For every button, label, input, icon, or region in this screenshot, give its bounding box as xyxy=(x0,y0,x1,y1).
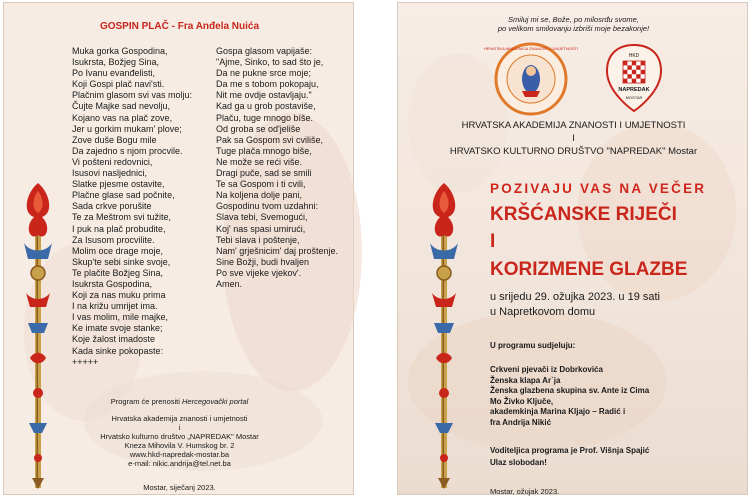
poem-line: Čujte Majke sad nevolju, xyxy=(72,101,171,112)
poem-line: I puk na plač probudite, xyxy=(72,223,166,234)
poem-line: Da zajedno s njom procvile. xyxy=(72,145,183,156)
poem-line: Vi pošteni redovnici, xyxy=(72,156,153,167)
right-page xyxy=(397,2,748,495)
poem-line: Skup'te sebi sinke svoje, xyxy=(72,256,171,267)
poem-line: Slava tebi, Svemogući, xyxy=(216,212,308,223)
entry-note: Ulaz slobodan! xyxy=(490,458,547,467)
poem-line: Plaču, tuge mnogo bíše. xyxy=(216,112,314,123)
poem-line: Te plačite Božjeg Sina, xyxy=(72,267,164,278)
poem-line: Po Ivanu evanđelisti, xyxy=(72,68,156,79)
event-venue: u Napretkovom domu xyxy=(490,306,596,318)
event-title-line-2: I xyxy=(490,231,496,252)
left-page xyxy=(3,2,354,495)
broadcast-text: Program će prenositi xyxy=(110,397,182,406)
svg-text:NAPREDAK: NAPREDAK xyxy=(618,87,650,93)
poem-line: Ne može se reći više. xyxy=(216,156,303,167)
poem-column-2 xyxy=(216,46,338,290)
poem-line: I na križu umrijet ima. xyxy=(72,301,158,312)
organizer-line: HRVATSKA AKADEMIJA ZNANOSTI I UMJETNOSTI xyxy=(461,120,686,131)
broadcast-note xyxy=(4,397,355,406)
left-date: Mostar, siječanj 2023. xyxy=(143,483,216,492)
participant: Mo Živko Ključe, xyxy=(490,396,554,406)
invite-heading: POZIVAJU VAS NA VEČER xyxy=(490,181,707,196)
moderator-block xyxy=(490,445,649,469)
svg-text:HKD: HKD xyxy=(628,53,640,59)
napredak-seal-icon xyxy=(603,43,665,113)
poem-line: Na koljena dolje pani, xyxy=(216,190,303,201)
poem-line: Da ne pukne srce moje; xyxy=(216,68,312,79)
poem-line: Molim oce drage moje, xyxy=(72,245,164,256)
prayer-quote xyxy=(398,15,749,33)
poem-line: Sada crkve porušite xyxy=(72,201,152,212)
poem-line: Kada sinke pokopaste: xyxy=(72,345,164,356)
poem-title: GOSPIN PLAČ - Fra Anđela Nuića xyxy=(99,21,260,32)
event-title-line-3: KORIZMENE GLAZBE xyxy=(490,259,688,280)
poem-line: Isukrsta, Božjeg Sina, xyxy=(72,57,160,68)
poem-line: I vas molim, mile majke, xyxy=(72,312,169,323)
poem-line: Od groba se od'jeliše xyxy=(216,123,301,134)
participants-list xyxy=(490,365,649,428)
poem-line: Koji Gospi plač navi'sti. xyxy=(72,79,165,90)
svg-text:MOSTAR: MOSTAR xyxy=(625,95,643,100)
poem-line: Ke imate svoje stanke; xyxy=(72,323,163,334)
poem-line: Slatke pjesme ostavite, xyxy=(72,179,165,190)
hazu-seal-icon xyxy=(483,41,579,117)
poem-line: Kojano vas na plač zove, xyxy=(72,112,173,123)
poem-line: Plačne glase sad počnite, xyxy=(72,190,175,201)
poem-line: Za Isusom procvilite. xyxy=(72,234,155,245)
poem-line: Tebi slava i poštenje, xyxy=(216,234,300,245)
right-date: Mostar, ožujak 2023. xyxy=(490,487,560,496)
poem-line: Muka gorka Gospodina, xyxy=(72,46,168,56)
participant: fra Andrija Nikić xyxy=(490,417,552,427)
poem-line: Tuge plača mnogo biše, xyxy=(216,145,312,156)
poem-line: Kad ga u grob postaviše, xyxy=(216,101,316,112)
broadcast-portal: Hercegovački portal xyxy=(182,397,249,406)
poem-line: Amen. xyxy=(216,278,243,289)
contact-line: Kneza Mihovila V. Humskog br. 2 xyxy=(124,441,235,450)
svg-text:HRVATSKA AKADEMIJA ZNANOSTI I: HRVATSKA AKADEMIJA ZNANOSTI I UMJETNOSTI xyxy=(483,46,579,51)
poem-line: "Ajme, Sinko, to sad što je, xyxy=(216,57,324,68)
participant: Crkveni pjevači iz Dobrkovića xyxy=(490,365,603,374)
poem-line: Da me s tobom pokopaju, xyxy=(216,79,319,90)
poem-line: Gospa glasom vapijaše: xyxy=(216,46,313,56)
poem-line: Plačnim glasom svi vas molju: xyxy=(72,90,193,101)
poem-line: Sine Božji, budi hvaljen xyxy=(216,256,310,267)
poem-line: Isusovi nasljednici, xyxy=(72,168,148,179)
participant: akademkinja Marina Kljajo – Radić i xyxy=(490,407,626,416)
event-title-line-1: KRŠĆANSKE RIJEČI xyxy=(490,204,677,225)
poem-line: Jer u gorkim mukam' plove; xyxy=(72,123,182,134)
poem-line: Po sve vijeke vjekov'. xyxy=(216,267,302,278)
poem-line: Koje žalost imadoste xyxy=(72,334,156,345)
organizers xyxy=(398,119,749,158)
poem-line: Nit me ovdje ostavljaju." xyxy=(216,90,312,101)
organizer-line: HRVATSKO KULTURNO DRUŠTVO "NAPREDAK" Mostar xyxy=(449,146,698,157)
poem-line: Nam' grješnicim' daj proštenje. xyxy=(216,245,338,256)
event-date: u srijedu 29. ožujka 2023. u 19 sati xyxy=(490,291,661,303)
poem-line: Koji za nas muku prima xyxy=(72,290,166,301)
poem-line: Te sa Gospom i ti cvili, xyxy=(216,179,306,190)
participant: Ženska klapa Ar`ja xyxy=(490,375,561,385)
contact-block xyxy=(4,414,355,468)
poem-column-1 xyxy=(72,46,192,368)
contact-line: www.hkd-napredak-mostar.ba xyxy=(129,450,230,459)
poem-line: Isukrsta Gospodina, xyxy=(72,278,153,289)
organizer-line: I xyxy=(572,133,575,144)
poem-line: Pak sa Gospom svi cviliše, xyxy=(216,134,324,145)
contact-line: Hrvatsko kulturno društvo „NAPREDAK" Mostar xyxy=(100,432,259,441)
prayer-line: Smiluj mi se, Bože, po milosrđu svome, xyxy=(508,15,639,24)
prayer-line: po velikom smilovanju izbriši moje bezakonje! xyxy=(497,24,650,33)
poem-line: Zove duše Bogu mile xyxy=(72,134,157,145)
ornamental-staff-icon xyxy=(424,183,464,493)
poem-line: Koj' nas spasi umirući, xyxy=(216,223,306,234)
contact-line: e-mail: nikic.andrija@tel.net.ba xyxy=(128,459,231,468)
poem-line: Dragi puče, sad se smili xyxy=(216,168,312,179)
contact-line: i xyxy=(178,423,181,432)
program-heading: U programu sudjeluju: xyxy=(490,341,576,350)
poem-line: +++++ xyxy=(72,356,99,367)
contact-line: Hrvatska akademija znanosti i umjetnosti xyxy=(111,414,248,423)
moderator: Voditeljica programa je Prof. Višnja Spajić xyxy=(490,446,650,455)
event-when-where xyxy=(490,290,660,320)
poem-line: Te za Meštrom svi tužite, xyxy=(72,212,172,223)
participant: Ženska glazbena skupina sv. Ante iz Cima xyxy=(490,386,650,395)
poem-line: Gospodinu tvom uzdahni: xyxy=(216,201,319,212)
